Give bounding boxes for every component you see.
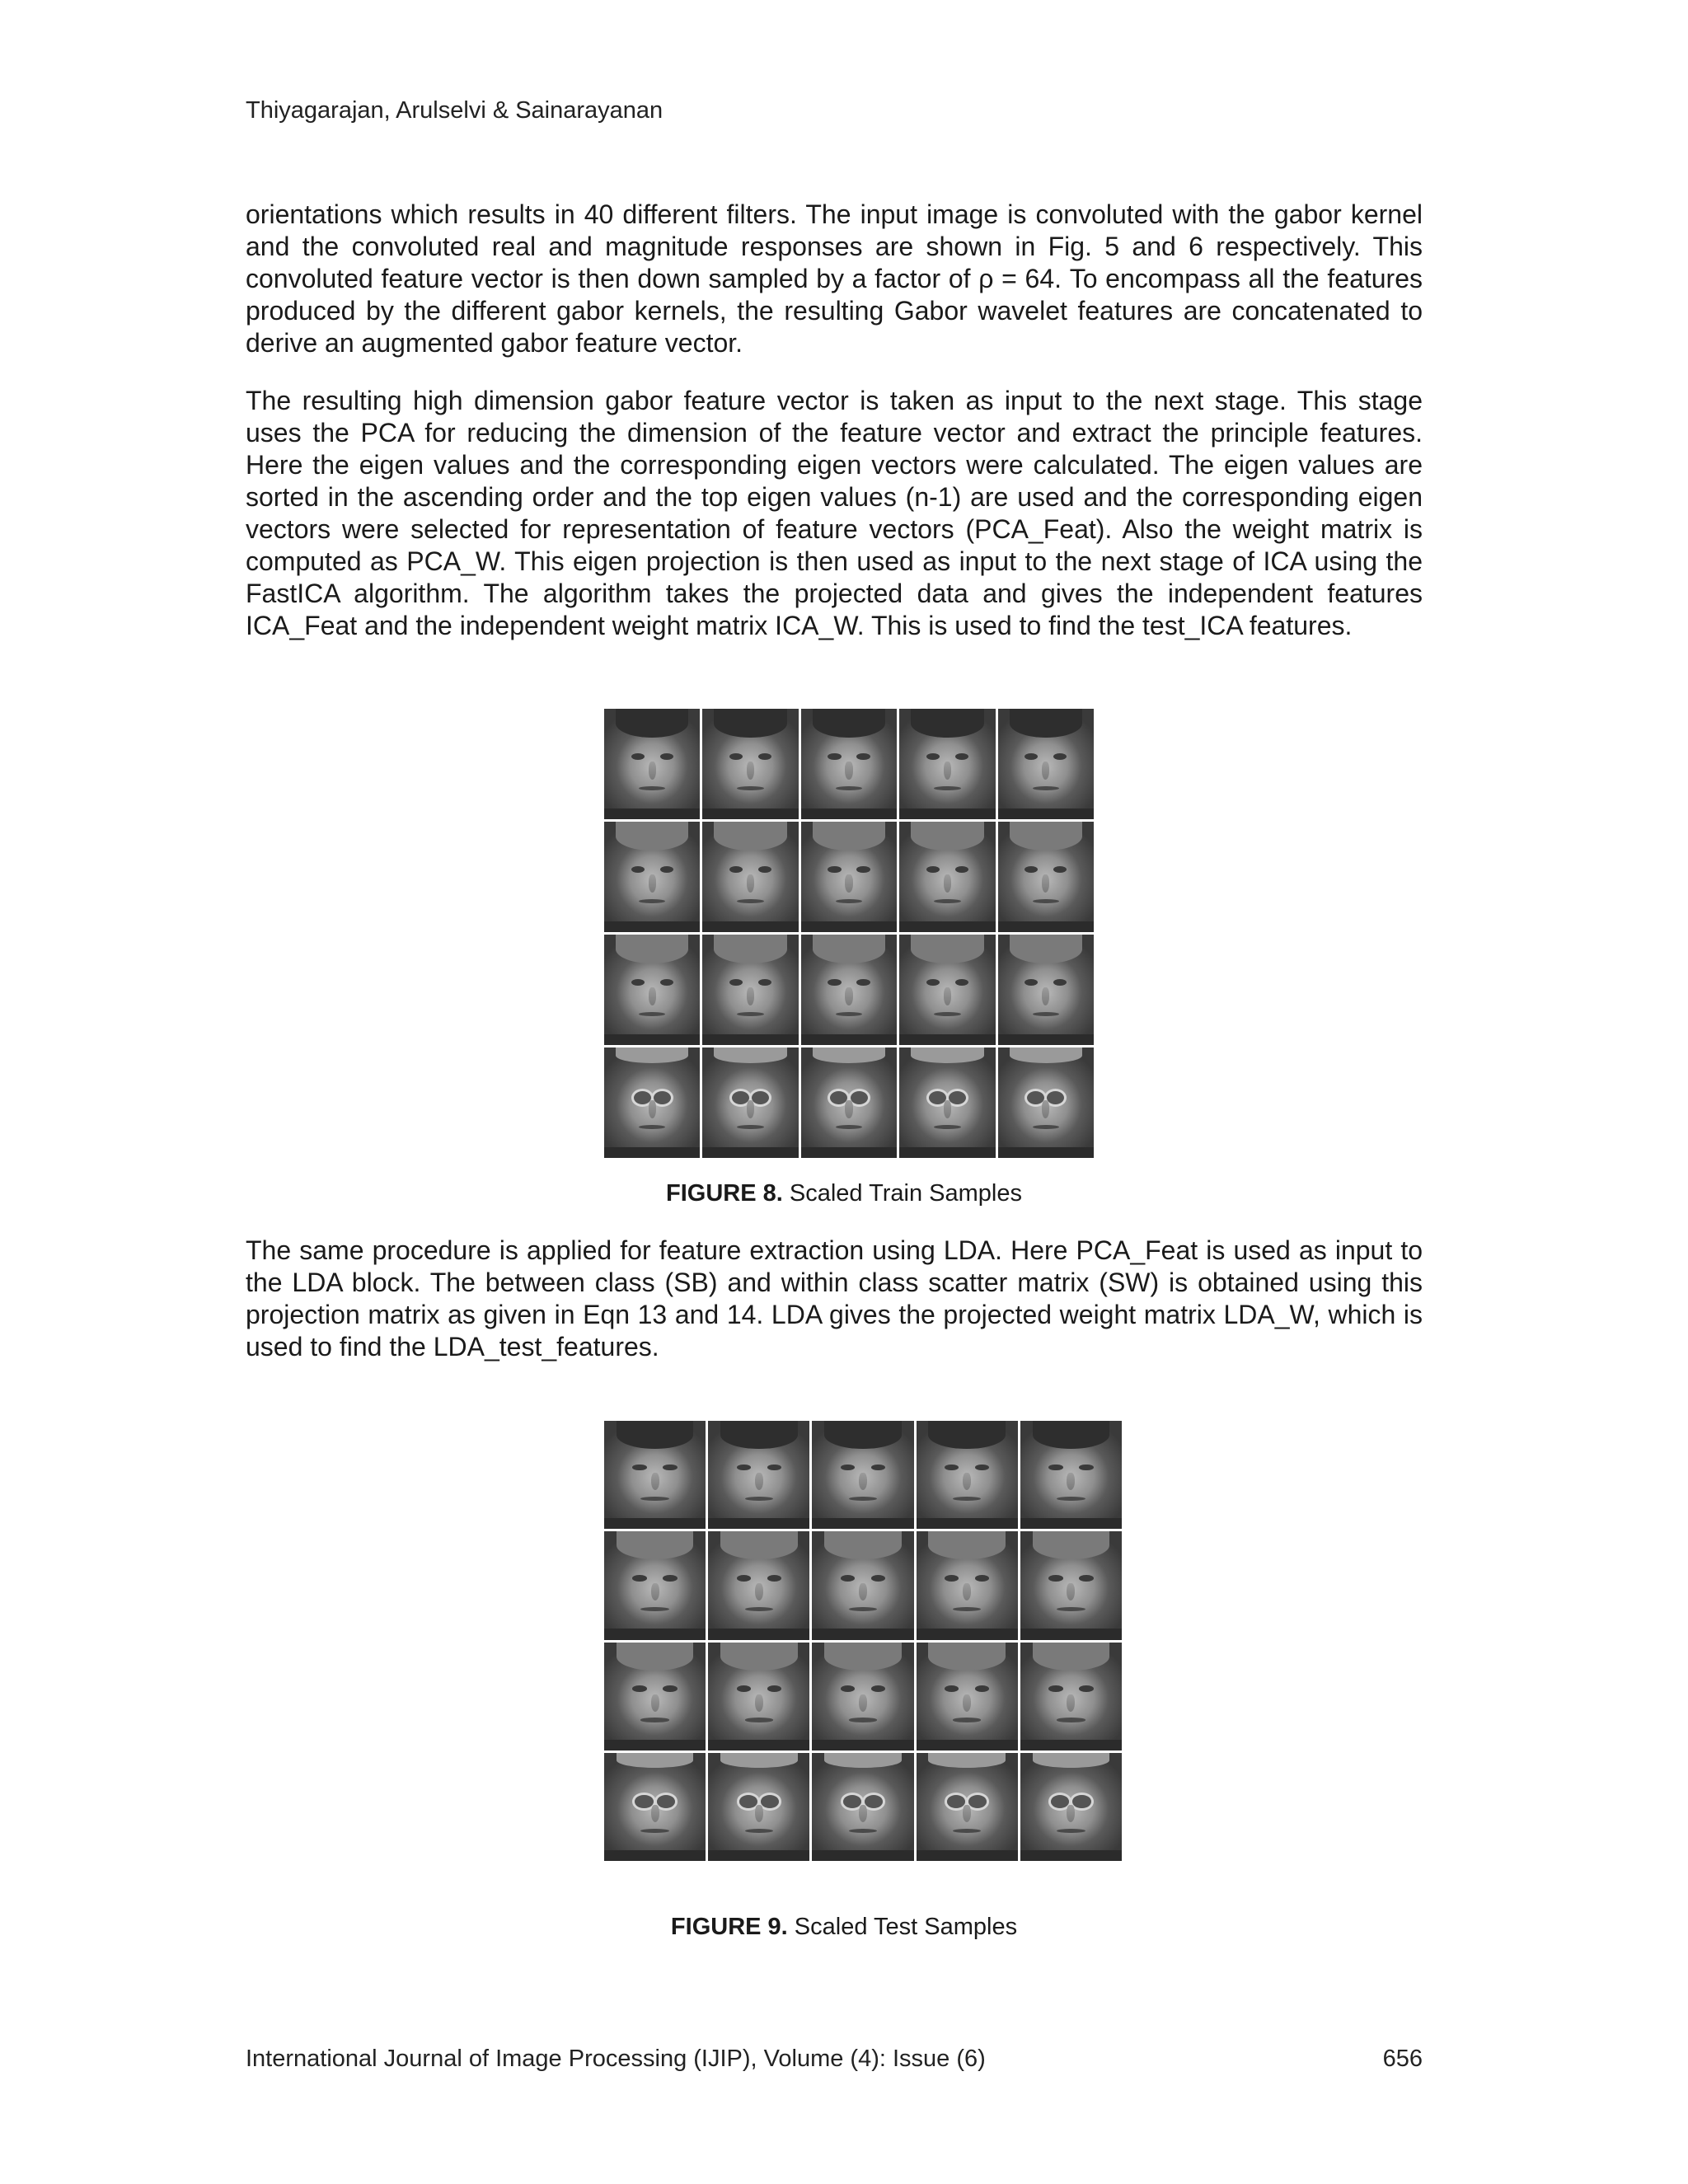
face-photo (812, 1531, 913, 1639)
face-photo (604, 935, 700, 1045)
figure-8-label: FIGURE 8. (666, 1180, 783, 1207)
face-photo (998, 935, 1094, 1045)
face-photo (801, 1047, 897, 1158)
face-photo (604, 822, 700, 932)
footer-page-number: 656 (1382, 2046, 1423, 2072)
face-photo (899, 822, 995, 932)
face-photo (998, 1047, 1094, 1158)
face-photo (1020, 1643, 1122, 1750)
figure-9-caption-text: Scaled Test Samples (787, 1914, 1018, 1940)
face-photo (899, 709, 995, 819)
face-photo (702, 935, 798, 1045)
face-photo (604, 1531, 706, 1639)
face-photo (917, 1753, 1018, 1861)
face-photo (604, 1643, 706, 1750)
face-photo (708, 1531, 809, 1639)
face-photo (998, 822, 1094, 932)
figure-9-label: FIGURE 9. (670, 1914, 788, 1940)
face-photo (801, 935, 897, 1045)
face-photo (812, 1753, 913, 1861)
face-photo (917, 1421, 1018, 1529)
body-paragraph-1: orientations which results in 40 different filters. The input image is convoluted with the gabor kernel and the convoluted real and magnitude responses are shown in Fig. 5 and 6 respectively. This convoluted feature vector is then down sampled by a factor of ρ = 64. To encompass all the features produced by the different gabor kernels, the resulting Gabor wavelet features are concatenated to derive an augmented gabor feature vector. (246, 199, 1423, 358)
body-paragraph-3: The same procedure is applied for feature extraction using LDA. Here PCA_Feat is used as input to the LDA block. The between class (SB) and within class scatter matrix (SW) is obtained using this projection matrix as given in Eqn 13 and 14. LDA gives the projected weight matrix LDA_W, which is used to find the LDA_test_features. (246, 1235, 1423, 1361)
face-photo (702, 1047, 798, 1158)
figure-8-caption (0, 1179, 1688, 1208)
face-photo (1020, 1421, 1122, 1529)
face-photo (708, 1643, 809, 1750)
face-photo (917, 1531, 1018, 1639)
face-photo (917, 1643, 1018, 1750)
face-photo (604, 1421, 706, 1529)
body-paragraph-2: The resulting high dimension gabor feature vector is taken as input to the next stage. This stage uses the PCA for reducing the dimension of the feature vector and extract the principle features. Here the eigen values and the corresponding eigen vectors were calculated. The eigen values are sorted in the ascending order and the top eigen values (n-1) are used and the corresponding eigen vectors were selected for representation of feature vectors (PCA_Feat). Also the weight matrix is computed as PCA_W. This eigen projection is then used as input to the next stage of ICA using the FastICA algorithm. The algorithm takes the projected data and gives the independent features ICA_Feat and the independent weight matrix ICA_W. This is used to find the test_ICA features. (246, 386, 1423, 640)
face-photo (702, 709, 798, 819)
face-photo (604, 709, 700, 819)
face-photo (604, 1753, 706, 1861)
running-head: Thiyagarajan, Arulselvi & Sainarayanan (246, 97, 663, 124)
footer-journal: International Journal of Image Processing (IJIP), Volume (4): Issue (6) (246, 2046, 986, 2072)
face-photo (998, 709, 1094, 819)
face-photo (801, 709, 897, 819)
figure-9-image-grid (604, 1421, 1122, 1861)
face-photo (899, 935, 995, 1045)
face-photo (708, 1421, 809, 1529)
face-photo (812, 1421, 913, 1529)
face-photo (702, 822, 798, 932)
figure-9-caption (0, 1912, 1688, 1942)
face-photo (1020, 1531, 1122, 1639)
figure-8-image-grid (604, 709, 1094, 1158)
face-photo (708, 1753, 809, 1861)
figure-8-caption-text: Scaled Train Samples (782, 1180, 1022, 1207)
face-photo (801, 822, 897, 932)
face-photo (1020, 1753, 1122, 1861)
face-photo (604, 1047, 700, 1158)
face-photo (899, 1047, 995, 1158)
face-photo (812, 1643, 913, 1750)
